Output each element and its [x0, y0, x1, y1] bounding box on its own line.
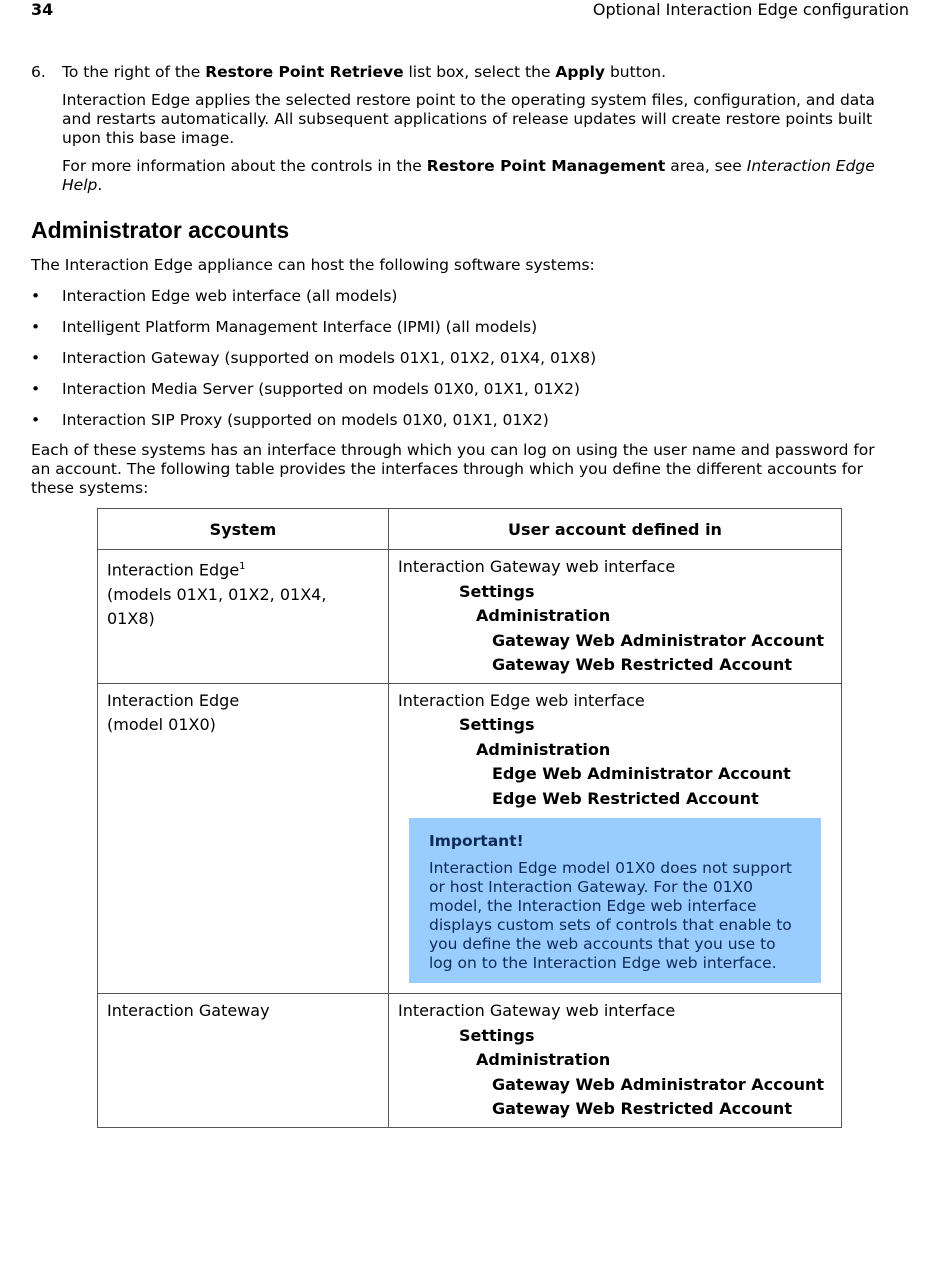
- interface-name: Interaction Gateway web interface: [398, 1001, 676, 1020]
- bullet-icon: •: [31, 318, 41, 336]
- bullet-icon: •: [31, 287, 41, 305]
- chapter-title: Optional Interaction Edge configuration: [592, 0, 909, 19]
- path-restricted-account: Gateway Web Restricted Account: [492, 1099, 792, 1118]
- bullet-icon: •: [31, 349, 41, 367]
- list-item: [31, 379, 893, 399]
- path-settings: Settings: [459, 581, 535, 601]
- list-item-text: Interaction Media Server (supported on models 01X0, 01X1, 01X2): [62, 380, 580, 398]
- list-item: [31, 286, 893, 306]
- para-each-system: Each of these systems has an interface through which you can log on using the user name and password for an account. The following table provides the interfaces through which you define the different accounts for these systems:: [31, 441, 875, 497]
- page-number: 34: [31, 0, 54, 19]
- intro-text: The Interaction Edge appliance can host the following software systems:: [31, 256, 595, 274]
- path-restricted-account: Gateway Web Restricted Account: [492, 655, 792, 674]
- system-name: Interaction Edge: [107, 690, 240, 710]
- table-row: [98, 550, 842, 684]
- path-settings: Settings: [459, 1025, 535, 1045]
- system-cell: [98, 683, 389, 994]
- more-info-pre: For more information about the controls in the: [62, 157, 427, 175]
- path-administration: Administration: [476, 606, 611, 625]
- footnote-marker: 1: [239, 561, 246, 572]
- system-cell: [98, 550, 389, 684]
- note-title: Important!: [429, 832, 524, 850]
- account-cell: [389, 550, 842, 684]
- edge-help-reference: Interaction Edge Help: [62, 157, 875, 194]
- path-admin-account: Gateway Web Administrator Account: [492, 1074, 825, 1094]
- table-row: [98, 683, 842, 994]
- document-body: [31, 62, 893, 498]
- path-admin-account: Gateway Web Administrator Account: [492, 630, 825, 650]
- step-text-pre: To the right of the: [62, 63, 206, 81]
- column-header-system: System: [98, 509, 389, 550]
- interface-name: Interaction Gateway web interface: [398, 557, 676, 576]
- account-cell: [389, 994, 842, 1128]
- path-restricted-account: Edge Web Restricted Account: [492, 788, 759, 808]
- path-admin-account: Edge Web Administrator Account: [492, 764, 791, 783]
- list-item-text: Interaction Gateway (supported on models 01X1, 01X2, 01X4, 01X8): [62, 349, 597, 367]
- bullet-icon: •: [31, 411, 41, 429]
- system-name: Interaction Gateway: [107, 1001, 270, 1020]
- list-item: [31, 317, 893, 337]
- accounts-table: [97, 508, 842, 1128]
- section-title: Administrator accounts: [31, 217, 290, 243]
- para-more-info: [62, 157, 893, 195]
- table-header-row: [98, 509, 842, 550]
- list-item: [31, 410, 893, 430]
- more-info-post: .: [97, 176, 103, 194]
- system-name-text: Interaction Edge: [107, 560, 240, 580]
- list-item: [31, 348, 893, 368]
- apply-term: Apply: [555, 63, 606, 81]
- bullet-icon: •: [31, 380, 41, 398]
- list-item-text: Interaction Edge web interface (all models): [62, 287, 398, 305]
- step-text-post: button.: [605, 63, 667, 81]
- step-text: [62, 62, 893, 82]
- system-models: (models 01X1, 01X2, 01X4, 01X8): [107, 584, 327, 629]
- step-number: 6.: [31, 63, 46, 81]
- table-row: [98, 994, 842, 1128]
- important-note: [409, 818, 821, 983]
- list-item-text: Intelligent Platform Management Interface (IPMI) (all models): [62, 318, 538, 336]
- system-cell: [98, 994, 389, 1128]
- step-text-mid: list box, select the: [403, 63, 556, 81]
- path-administration: Administration: [476, 739, 611, 759]
- restore-point-management-term: Restore Point Management: [426, 157, 666, 175]
- restore-point-retrieve-term: Restore Point Retrieve: [205, 63, 404, 81]
- more-info-mid: area, see: [665, 157, 747, 175]
- note-body: Interaction Edge model 01X0 does not support or host Interaction Gateway. For the 01X0 model, the Interaction Edge web interface displays custom sets of controls that enable to you define the web accounts that you use to log on to the Interaction Edge web interface.: [429, 859, 792, 972]
- list-item-text: Interaction SIP Proxy (supported on models 01X0, 01X1, 01X2): [62, 411, 549, 429]
- step-6: [31, 62, 893, 82]
- system-name: [107, 555, 379, 583]
- page-header: [31, 0, 909, 22]
- column-header-account: User account defined in: [389, 509, 842, 550]
- system-models: (model 01X0): [107, 715, 216, 734]
- para-applies: Interaction Edge applies the selected restore point to the operating system files, configuration, and data and restarts automatically. All subsequent applications of release updates will create restore points built upon this base image.: [62, 91, 875, 147]
- path-settings: Settings: [459, 715, 535, 734]
- account-cell: [389, 683, 842, 994]
- path-administration: Administration: [476, 1050, 611, 1069]
- interface-name: Interaction Edge web interface: [398, 690, 645, 710]
- systems-list: [31, 286, 893, 430]
